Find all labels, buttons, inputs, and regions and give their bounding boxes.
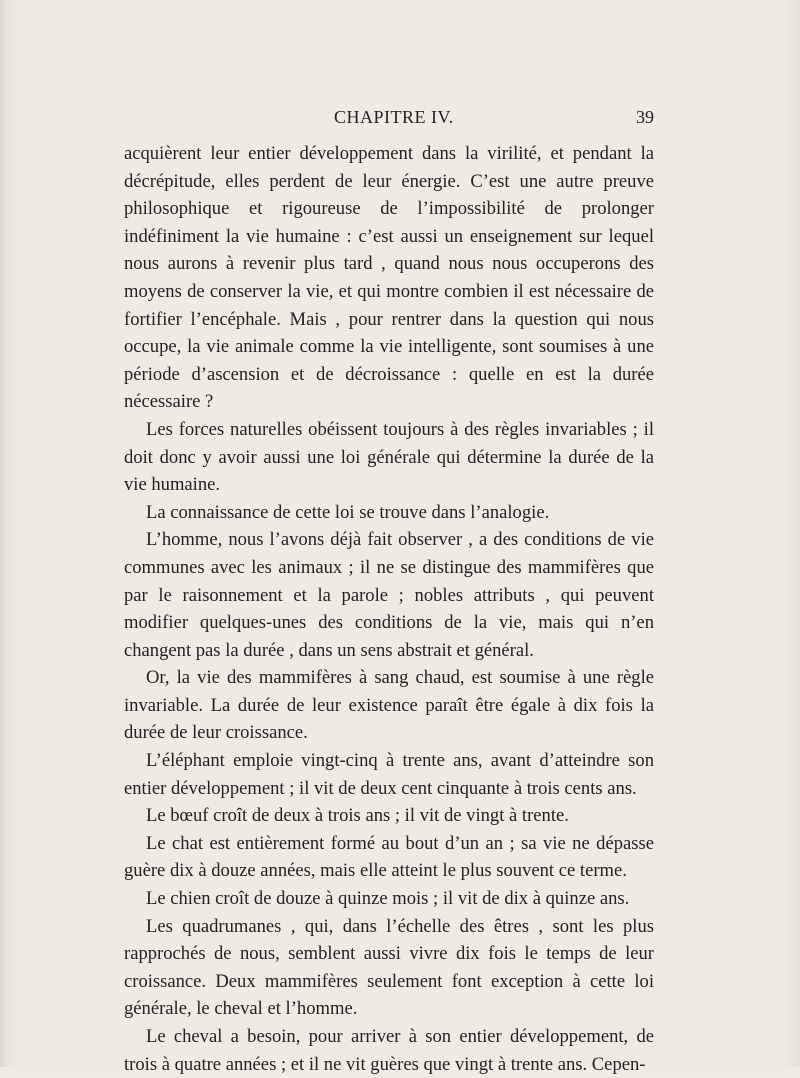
paragraph: L’homme, nous l’avons déjà fait observer , a des conditions de vie communes avec les animaux ; il ne se distingue des mammifères que par le raisonnement et la parole ; nobles attributs , qui peuvent modifier quelques-unes des conditions de la vie, mais qui n’en changent pas la durée , dans un sens abstrait et général. [124, 529, 654, 661]
paragraph: Les quadrumanes , qui, dans l’échelle des êtres , sont les plus rapprochés de nous, semblent aussi vivre dix fois le temps de leur croissance. Deux mammifères seulement font exception à cette loi générale, le cheval et l’homme. [124, 915, 654, 1020]
paragraph: Le cheval a besoin, pour arriver à son entier développement, de trois à quatre années ; et il ne vit guères que vingt à trente ans. Cepen- [124, 1026, 654, 1075]
paragraph: L’éléphant emploie vingt-cinq à trente ans, avant d’atteindre son entier développement ; il vit de deux cent cinquante à trois cents ans. [124, 750, 654, 799]
paragraph: acquièrent leur entier développement dans la virilité, et pendant la décrépitude, elles perdent de leur énergie. C’est une autre preuve philosophique et rigoureuse de l’impossibilité de prolonger indéfiniment la vie humaine : c’est aussi un enseignement sur lequel nous aurons à revenir plus tard , quand nous nous occuperons des moyens de conserver la vie, et qui montre combien il est nécessaire de fortifier l’encéphale. Mais , pour rentrer dans la question qui nous occupe, la vie animale comme la vie intelligente, sont soumises à une période d’ascension et de décroissance : quelle en est la durée nécessaire ? [124, 143, 654, 413]
paragraph: Les forces naturelles obéissent toujours à des règles invariables ; il doit donc y avoir aussi une loi générale qui détermine la durée de la vie humaine. [124, 418, 654, 496]
paragraph: Or, la vie des mammifères à sang chaud, est soumise à une règle invariable. La durée de leur existence paraît être égale à dix fois la durée de leur croissance. [124, 667, 654, 744]
body-text [124, 140, 654, 1078]
paragraph: Le chat est entièrement formé au bout d’un an ; sa vie ne dépasse guère dix à douze années, mais elle atteint le plus souvent ce terme. [124, 832, 654, 882]
running-title: CHAPITRE IV. [334, 107, 454, 127]
paragraph: Le chien croît de douze à quinze mois ; il vit de dix à quinze ans. [146, 888, 630, 910]
page-header [124, 103, 654, 133]
paragraph: Le bœuf croît de deux à trois ans ; il vit de vingt à trente. [146, 805, 569, 827]
paragraph: La connaissance de cette loi se trouve dans l’analogie. [146, 501, 550, 523]
page-number: 39 [636, 107, 654, 127]
